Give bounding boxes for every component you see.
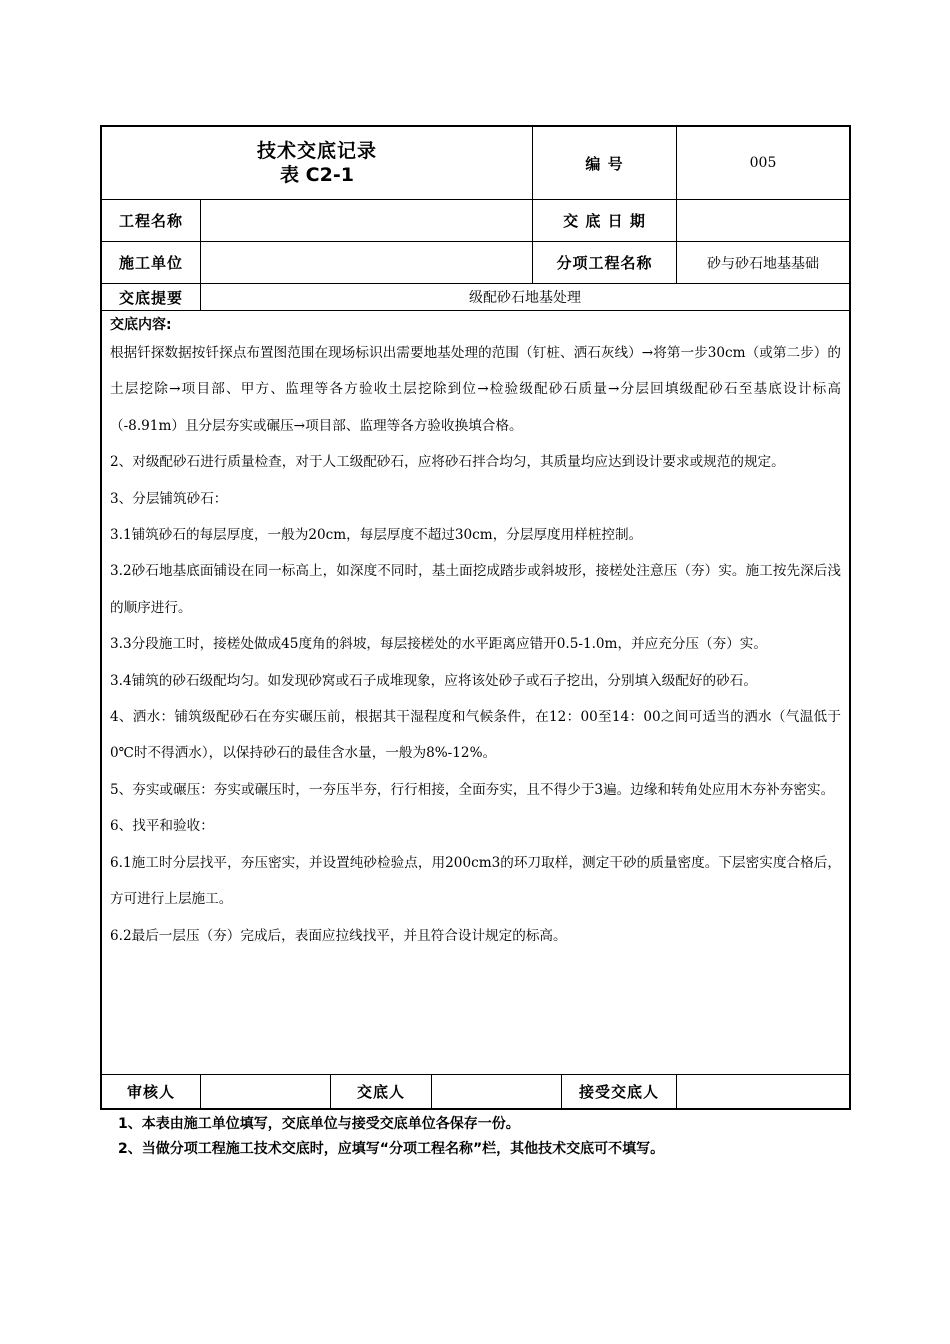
form-notes: [118, 1112, 848, 1162]
content-paragraph: 6、找平和验收：: [110, 818, 214, 835]
reviewer-value: [200, 1075, 330, 1108]
discloser-label: 交底人: [330, 1075, 431, 1108]
content-heading: 交底内容:: [110, 317, 172, 333]
project-row: [102, 200, 849, 242]
signature-row: [102, 1074, 849, 1108]
summary-row: [102, 284, 849, 311]
number-value: 005: [676, 127, 849, 199]
form-title: 技术交底记录: [256, 140, 377, 162]
note-item: 2、当做分项工程施工技术交底时，应填写“分项工程名称”栏，其他技术交底可不填写。: [118, 1141, 665, 1157]
reviewer-label: 审核人: [126, 1083, 175, 1101]
subproject-value: 砂与砂石地基基础: [676, 242, 849, 283]
unit-label: 施工单位: [118, 254, 183, 272]
form-subtitle: 表 C2-1: [280, 164, 354, 186]
content-paragraph: 6.2最后一层压（夯）完成后，表面应拉线找平，并且符合设计规定的标高。: [110, 927, 567, 944]
content-paragraph: 2、对级配砂石进行质量检查，对于人工级配砂石，应将砂石拌合均匀，其质量均应达到设计要求或规范的规定。: [110, 454, 785, 471]
subproject-label: 分项工程名称: [532, 242, 676, 283]
content-paragraph: 根据钎探数据按钎探点布置图范围在现场标识出需要地基处理的范围（钉桩、洒石灰线）→将第一步30cm（或第二步）的土层挖除→项目部、甲方、监理等各方验收土层挖除到位→检验级配砂石质量→分层回填级配砂石至基底设计标高（-8.91m）且分层夯实或碾压→项目部、监理等各方验收换填合格。: [110, 345, 841, 434]
content-paragraph: 3.1铺筑砂石的每层厚度，一般为20cm，每层厚度不超过30cm，分层厚度用样桩控制。: [110, 527, 643, 544]
unit-row: [102, 242, 849, 284]
date-value: [676, 200, 849, 241]
content-paragraph: 3.3分段施工时，接槎处做成45度角的斜坡，每层接槎处的水平距离应错开0.5-1.0m，并应充分压（夯）实。: [110, 636, 767, 653]
form-title-block: [102, 127, 532, 199]
unit-value: [200, 242, 532, 283]
receiver-value: [676, 1075, 849, 1108]
receiver-label: 接受交底人: [561, 1075, 676, 1108]
content-paragraph: 4、洒水：铺筑级配砂石在夯实碾压前，根据其干湿程度和气候条件，在12：00至14：00之间可适当的洒水（气温低于0℃时不得洒水），以保持砂石的最佳含水量，一般为8%-12%。: [110, 709, 841, 762]
number-label: 编 号: [532, 127, 676, 199]
discloser-value: [431, 1075, 561, 1108]
project-name-label: 工程名称: [118, 212, 183, 230]
project-name-value: [200, 200, 532, 241]
content-paragraph: 6.1施工时分层找平，夯压密实，并设置纯砂检验点，用200cm3的环刀取样，测定干砂的质量密度。下层密实度合格后，方可进行上层施工。: [110, 854, 841, 908]
disclosure-content: [102, 311, 849, 1074]
disclosure-record-form: [100, 125, 851, 1110]
content-paragraph: 3.2砂石地基底面铺设在同一标高上，如深度不同时，基土面挖成踏步或斜坡形，接槎处注意压（夯）实。施工按先深后浅的顺序进行。: [110, 563, 841, 616]
content-paragraph: 3、分层铺筑砂石：: [110, 490, 228, 507]
summary-label: 交底提要: [118, 288, 183, 307]
note-item: 1、本表由施工单位填写，交底单位与接受交底单位各保存一份。: [118, 1116, 520, 1132]
content-paragraph: 5、夯实或碾压：夯实或碾压时，一夯压半夯，行行相接，全面夯实，且不得少于3遍。边缘和转角处应用木夯补夯密实。: [110, 781, 835, 798]
title-row: [102, 127, 849, 200]
content-paragraph: 3.4铺筑的砂石级配均匀。如发现砂窝或石子成堆现象，应将该处砂子或石子挖出，分别填入级配好的砂石。: [110, 672, 757, 689]
summary-value: 级配砂石地基处理: [200, 284, 849, 310]
date-label: 交 底 日 期: [532, 200, 676, 241]
